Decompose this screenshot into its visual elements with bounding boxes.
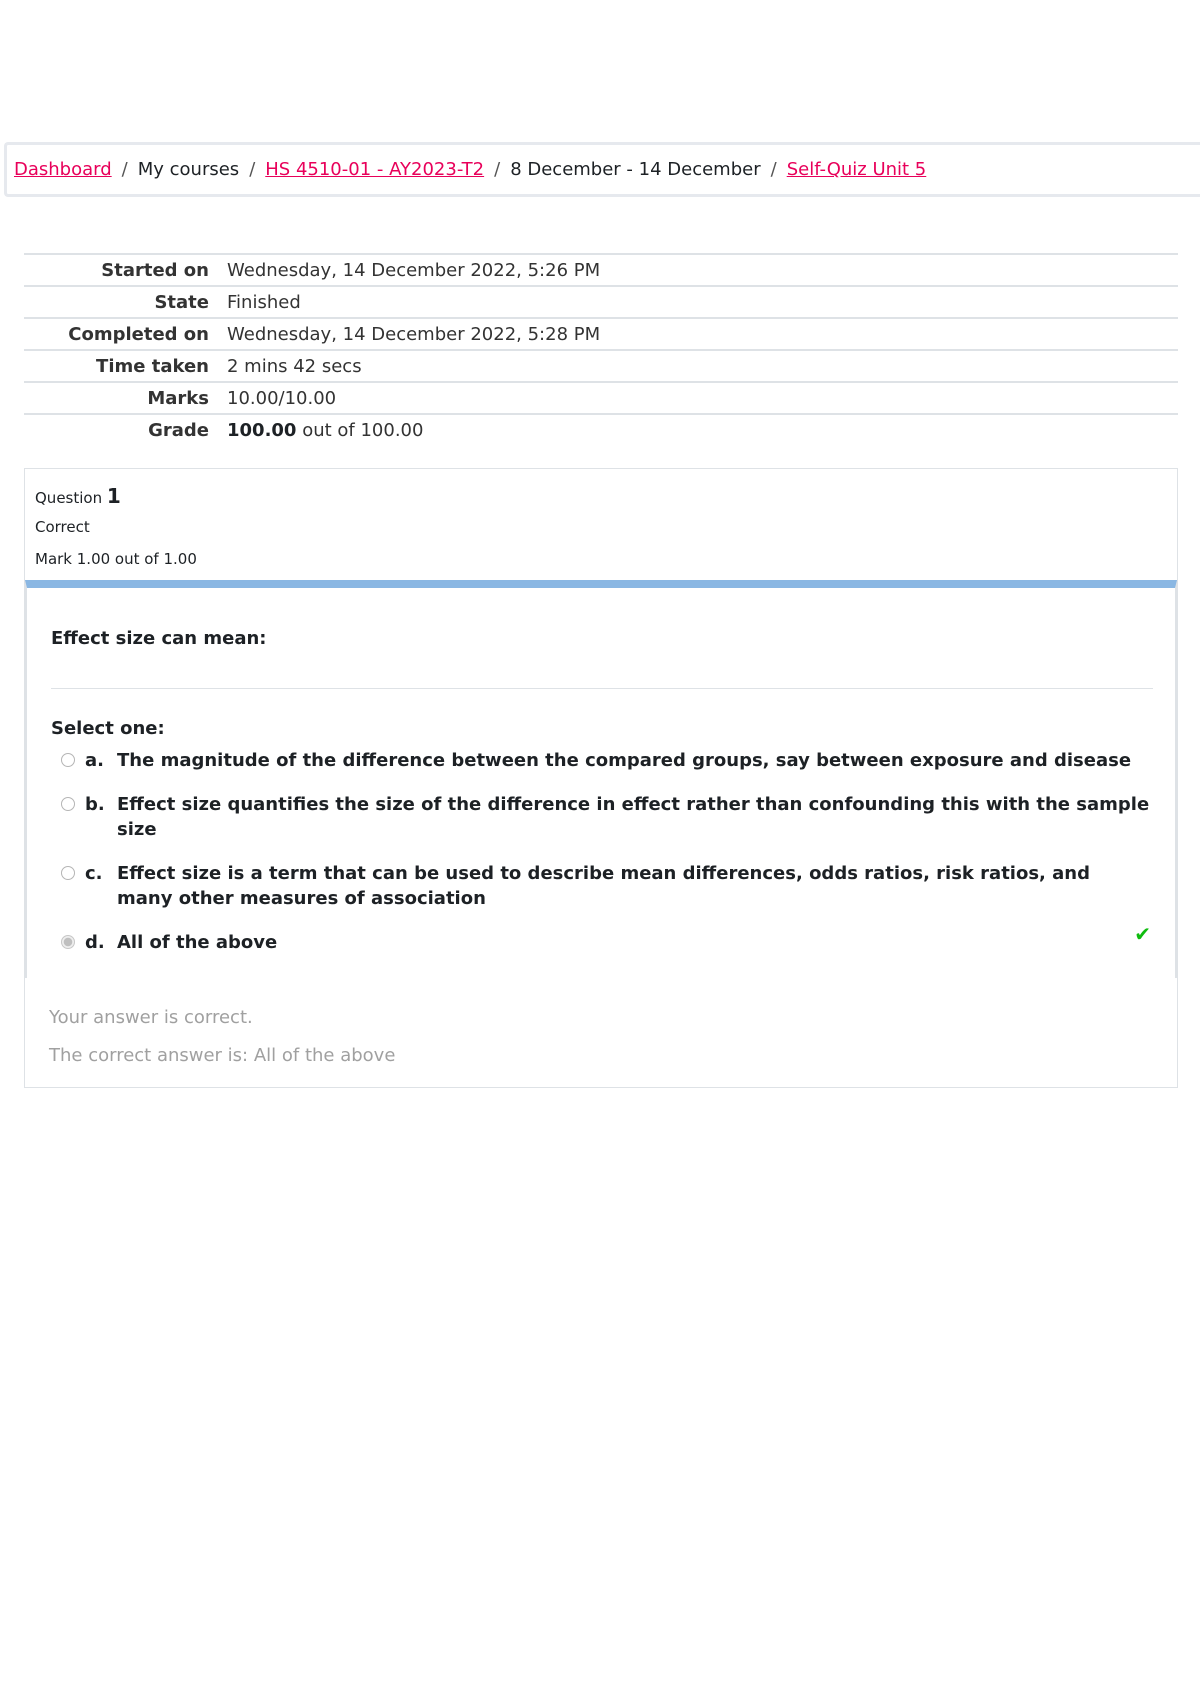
summary-row-marks (24, 382, 1178, 414)
summary-row-state (24, 286, 1178, 318)
breadcrumb-dashboard-link[interactable]: Dashboard (14, 159, 112, 180)
breadcrumb-separator: / (249, 159, 256, 180)
summary-value (227, 414, 1178, 446)
right-answer: The correct answer is: All of the above (49, 1045, 396, 1066)
summary-label: State (154, 291, 209, 313)
summary-label: Time taken (96, 355, 209, 377)
summary-row-completed-on (24, 318, 1178, 350)
answer-option-c[interactable] (61, 861, 1151, 911)
question-label: Question (35, 489, 103, 507)
breadcrumb-separator: / (494, 159, 501, 180)
summary-label: Started on (101, 259, 209, 281)
grade-out-of: out of 100.00 (302, 420, 424, 441)
breadcrumb-course-link[interactable]: HS 4510-01 - AY2023-T2 (265, 159, 485, 180)
question-number (35, 481, 1177, 511)
option-letter: d. (85, 932, 105, 953)
summary-value: 2 mins 42 secs (227, 355, 362, 377)
question-number-value: 1 (106, 484, 121, 508)
summary-row-grade (24, 414, 1178, 446)
answer-option-b[interactable] (61, 792, 1151, 842)
question-state: Correct (35, 518, 90, 536)
option-text: Effect size quantifies the size of the difference in effect rather than confounding this with the sample size (117, 794, 1150, 840)
quiz-summary-table (24, 253, 1178, 446)
breadcrumb-week: 8 December - 14 December (510, 159, 761, 180)
option-text: The magnitude of the difference between the compared groups, say between exposure and disease (117, 750, 1132, 771)
question-block (24, 468, 1178, 1088)
summary-row-started-on (24, 254, 1178, 286)
summary-label: Completed on (68, 323, 209, 345)
question-feedback (49, 999, 395, 1075)
option-letter: c. (85, 863, 103, 884)
divider (51, 688, 1153, 689)
option-letter: a. (85, 750, 104, 771)
summary-value: Finished (227, 291, 301, 313)
radio-button[interactable] (61, 753, 75, 767)
question-formulation (25, 580, 1177, 978)
summary-label: Grade (148, 420, 209, 441)
breadcrumb-separator: / (121, 159, 128, 180)
summary-value: 10.00/10.00 (227, 387, 337, 409)
option-text: All of the above (117, 932, 278, 953)
summary-label: Marks (147, 387, 209, 409)
answer-option-d[interactable] (61, 922, 1151, 955)
grade-score: 100.00 (227, 420, 297, 441)
radio-button[interactable] (61, 866, 75, 880)
radio-button[interactable] (61, 797, 75, 811)
summary-row-time-taken (24, 350, 1178, 382)
radio-button-selected[interactable] (61, 935, 75, 949)
question-info (25, 469, 1177, 575)
check-icon: ✔ (1134, 922, 1151, 946)
question-grade: Mark 1.00 out of 1.00 (35, 550, 197, 568)
breadcrumb-quiz-link[interactable]: Self-Quiz Unit 5 (786, 159, 927, 180)
answer-option-a[interactable] (61, 748, 1151, 773)
answer-options (61, 748, 1151, 974)
option-letter: b. (85, 794, 105, 815)
option-text: Effect size is a term that can be used to describe mean differences, odds ratios, risk ratios, and many other measures of association (117, 863, 1090, 909)
summary-value: Wednesday, 14 December 2022, 5:28 PM (227, 323, 601, 345)
answer-prompt: Select one: (51, 718, 165, 739)
breadcrumb-my-courses: My courses (137, 159, 240, 180)
breadcrumb-separator: / (770, 159, 777, 180)
breadcrumb (4, 142, 1200, 197)
question-text: Effect size can mean: (51, 628, 267, 649)
specific-feedback: Your answer is correct. (49, 1007, 253, 1028)
summary-value: Wednesday, 14 December 2022, 5:26 PM (227, 259, 601, 281)
